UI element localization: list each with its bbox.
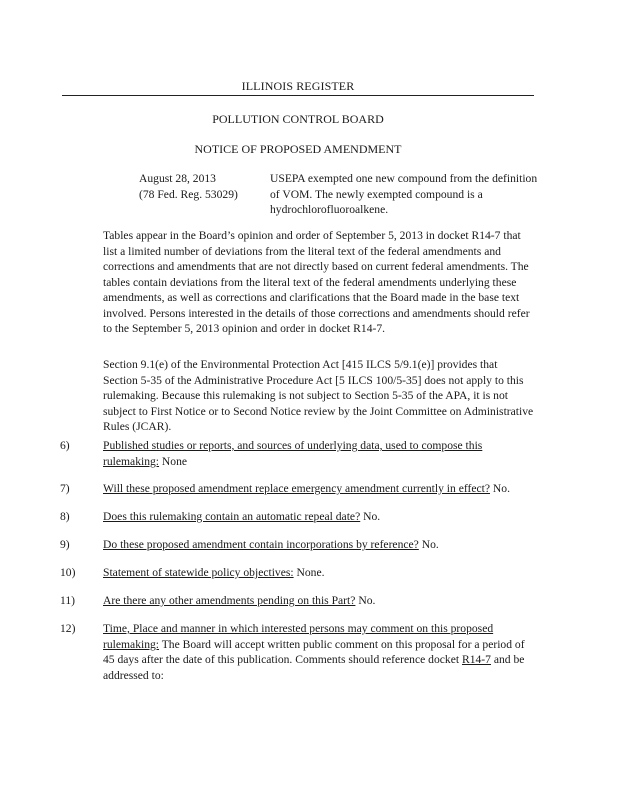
register-title: ILLINOIS REGISTER [241,79,355,93]
item-body [103,537,535,553]
item-answer: No. [418,538,439,551]
paragraph-tables: Tables appear in the Board’s opinion and order of September 5, 2013 in docket R14-7 that list a limited number of deviations from the literal text of the federal amendments and corrections and amendments that are not directly based on current federal amendments. The tables contain deviations from the literal text of the federal amendments underlying these amendments, as well as corrections and clarifications that the Board made in the base text involved. Persons interested in the details of those corrections and amendments should refer to the September 5, 2013 opinion and order in docket R14-7. [103,229,530,335]
item-answer: No. [490,482,510,495]
item-text-end: and be addressed to: [103,653,525,682]
item-number: 12) [60,622,76,635]
item-label: Published studies or reports, and sources of underlying data, used to compose this rulemaking: [103,439,483,468]
item-number: 11) [60,594,76,607]
item-number: 6) [60,439,70,452]
item-label: Does this rulemaking contain an automatic repeal date? [103,510,361,523]
entry-fed-reg: (78 Fed. Reg. 53029) [139,187,238,201]
item-body [103,481,535,497]
item-number: 8) [60,510,70,523]
entry-date-line: August 28, 2013 [139,172,216,185]
item-body [103,509,535,525]
item-label: Do these proposed amendment contain incorporations by reference? [103,538,419,551]
item-label: Are there any other amendments pending on this Part? [103,594,356,607]
entry-date [139,171,264,202]
item-number: 10) [60,566,76,579]
item-number: 7) [60,482,70,495]
item-answer: None. [293,566,325,579]
docket-reference: R14-7 [461,653,491,666]
header-rule [62,95,534,96]
item-number: 9) [60,538,70,551]
notice-title: NOTICE OF PROPOSED AMENDMENT [194,142,402,156]
item-answer: None [159,454,188,468]
paragraph-section-9-1: Section 9.1(e) of the Environmental Protection Act [415 ILCS 5/9.1(e)] provides that Section 5-35 of the Administrative Procedure Act [5 ILCS 100/5-35] does not apply to this rulemaking. Because this rulemaking is not subject to Section 5-35 of the APA, it is not subject to First Notice or to Second Notice review by the Joint Committee on Administrative Rules (JCAR). [103,358,534,433]
item-label: Statement of statewide policy objectives: [103,566,294,579]
item-answer: No. [360,510,381,523]
board-title: POLLUTION CONTROL BOARD [212,112,384,126]
entry-description: USEPA exempted one new compound from the definition of VOM. The newly exempted compound is a hydrochlorofluoroalkene. [270,172,538,216]
item-body [103,565,535,581]
item-body [103,621,535,683]
item-answer: No. [355,594,376,607]
item-body [103,438,535,469]
item-body [103,593,535,609]
item-text: The Board will accept written public comment on this proposal for a period of 45 days after the date of this publication. Comments should reference docket [103,637,525,666]
item-label: Time, Place and manner in which interested persons may comment on this proposed rulemaking: [103,622,494,651]
item-label: Will these proposed amendment replace emergency amendment currently in effect? [103,482,491,495]
